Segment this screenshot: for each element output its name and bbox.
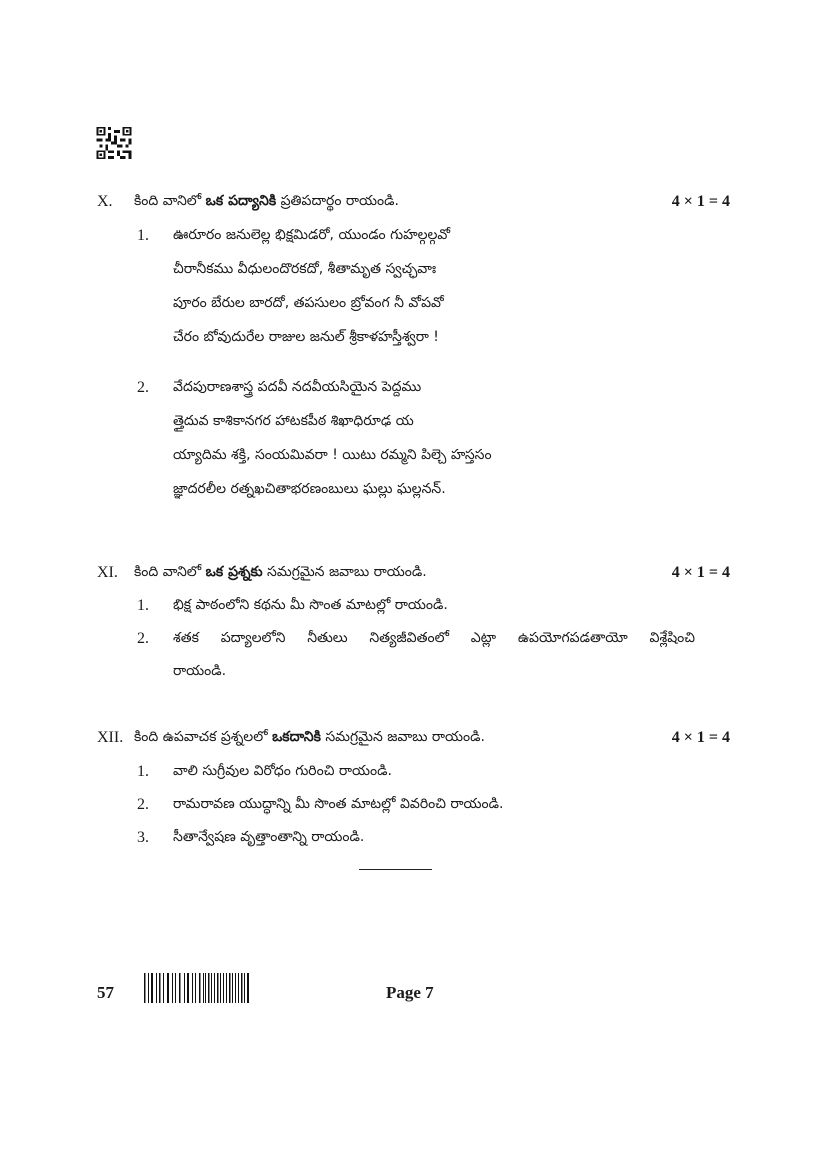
question-marks: 4 × 1 = 4 — [671, 564, 730, 581]
poem-line: ఊరూరం జనులెల్ల భిక్షమిడరో, యుండం గుహల్గల్గవో — [173, 227, 451, 243]
poem-line: వేదపురాణశాస్త్ర పదవీ నదవీయసియైన పెద్దము — [173, 379, 422, 395]
item-number: 1. — [137, 597, 149, 614]
poem-line: త్తైదువ కాశికానగర హాటకపీఠ శిఖాధిరూఢ య — [173, 413, 414, 429]
question-text: సీతాన్వేషణ వృత్తాంతాన్ని రాయండి. — [173, 829, 365, 845]
item-number: 2. — [137, 796, 149, 813]
question-text: వాలి సుగ్రీవుల విరోధం గురించి రాయండి. — [173, 763, 392, 779]
item-number: 1. — [137, 763, 149, 780]
question-text: శతక పద్యాలలోని నీతులు నిత్యజీవితంలో ఎట్లా ఉపయోగపడతాయో విశ్లేషించి — [173, 630, 695, 646]
question-prompt: కింది వానిలో ఒక పద్యానికి ప్రతిపదార్థం రాయండి. — [134, 193, 399, 209]
item-number: 2. — [137, 630, 149, 647]
question-text: భిక్ష పాఠంలోని కథను మీ సొంత మాటల్లో రాయండి. — [173, 597, 448, 613]
question-marks: 4 × 1 = 4 — [671, 193, 730, 210]
question-prompt: కింది ఉపవాచక ప్రశ్నలలో ఒకదానికి సమగ్రమైన జవాబు రాయండి. — [134, 729, 485, 745]
question-prompt: కింది వానిలో ఒక ప్రశ్నకు సమగ్రమైన జవాబు రాయండి. — [134, 564, 427, 580]
item-number: 1. — [137, 227, 149, 244]
question-number: X. — [97, 193, 113, 210]
question-text: రాయండి. — [173, 663, 227, 679]
question-text: రామరావణ యుద్ధాన్ని మీ సొంత మాటల్లో వివరించి రాయండి. — [173, 796, 504, 812]
question-number: XI. — [97, 564, 118, 581]
poem-line: జ్ఞాదరలీల రత్నఖచితాభరణంబులు ఘల్లు ఘల్లనన్. — [173, 481, 446, 497]
item-number: 3. — [137, 829, 149, 846]
barcode — [144, 973, 250, 1003]
poem-line: పూరం బేరుల బారదో, తపసులం బ్రోవంగ నీ వోపవో — [173, 295, 444, 311]
poem-line: య్యాదిమ శక్తి, సంయమివరా ! యిటు రమ్మని పిల్చె హస్తసం — [173, 447, 492, 463]
qr-code — [96, 127, 132, 159]
poem-line: చేరం బోవుదురేల రాజుల జనుల్ శ్రీకాళహస్తీశ్వరా ! — [173, 329, 439, 345]
question-marks: 4 × 1 = 4 — [671, 729, 730, 746]
poem-line: చీరానీకము వీధులందొరకదో, శీతామృత స్వచ్ఛవాః — [173, 261, 437, 277]
page-number: Page 7 — [386, 983, 434, 1002]
item-number: 2. — [137, 379, 149, 396]
question-number: XII. — [97, 729, 124, 746]
paper-code: 57 — [97, 983, 114, 1002]
end-rule — [359, 869, 432, 870]
